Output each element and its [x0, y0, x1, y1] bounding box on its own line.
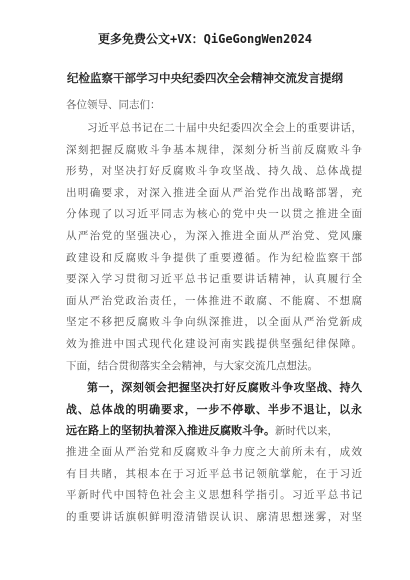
- body-line: 平新时代中国特色社会主义思想科学指引。习近平总书记: [66, 489, 362, 502]
- body-line: 出明确要求，对深入推进全面从严治党作出战略部署，充: [66, 186, 362, 199]
- body-line: 深刻把握反腐败斗争基本规律，深刻分析当前反腐败斗争: [66, 143, 362, 156]
- body-line: 有目共睹，其根本在于习近平总书记领航掌舵，在于习近: [66, 467, 362, 480]
- section-heading-mixed-line: [66, 420, 362, 442]
- salutation: 各位领导、同志们：: [66, 99, 161, 111]
- body-line: 下面，结合贯彻落实全会精神，与大家交流几点想法。: [66, 359, 318, 372]
- document-title: 纪检监察干部学习中央纪委四次全会精神交流发言提纲: [67, 71, 343, 85]
- section-heading-line: 第一，深刻领会把握坚决打好反腐败斗争攻坚战、持久: [87, 381, 362, 395]
- body-line: 从严治党的坚强决心，为深入推进全面从严治党、党风廉: [66, 229, 362, 242]
- body-line: 政建设和反腐败斗争提供了重要遵循。作为纪检监察干部: [66, 251, 362, 264]
- body-text-start: 新时代以来，: [275, 425, 338, 438]
- promo-banner: 更多免费公文+VX：QiGeGongWen2024: [97, 32, 313, 46]
- section-heading-line: 战、总体战的明确要求，一步不停歇、半步不退让，以永: [66, 402, 362, 416]
- body-line: 坚定不移把反腐败斗争向纵深推进，以全面从严治党新成: [66, 316, 362, 329]
- section-heading-end: 远在路上的坚韧执着深入推进反腐败斗争。: [66, 424, 275, 438]
- body-line: 形势，对坚决打好反腐败斗争攻坚战、持久战、总体战提: [66, 165, 362, 178]
- body-line: 面从严治党政治责任，一体推进不敢腐、不能腐、不想腐: [66, 294, 362, 307]
- body-line: 习近平总书记在二十届中央纪委四次全会上的重要讲话，: [87, 122, 362, 134]
- body-line: 的重要讲话旗帜鲜明澄清错误认识、廓清思想迷雾，对坚: [66, 510, 362, 523]
- body-line: 效为推进中国式现代化建设河南实践提供坚强纪律保障。: [66, 337, 362, 350]
- body-line: 要深入学习贯彻习近平总书记重要讲话精神，认真履行全: [66, 273, 362, 286]
- body-line: 推进全面从严治党和反腐败斗争力度之大前所未有，成效: [66, 445, 362, 458]
- body-line: 分体现了以习近平同志为核心的党中央一以贯之推进全面: [66, 208, 362, 221]
- document-body: [66, 118, 362, 528]
